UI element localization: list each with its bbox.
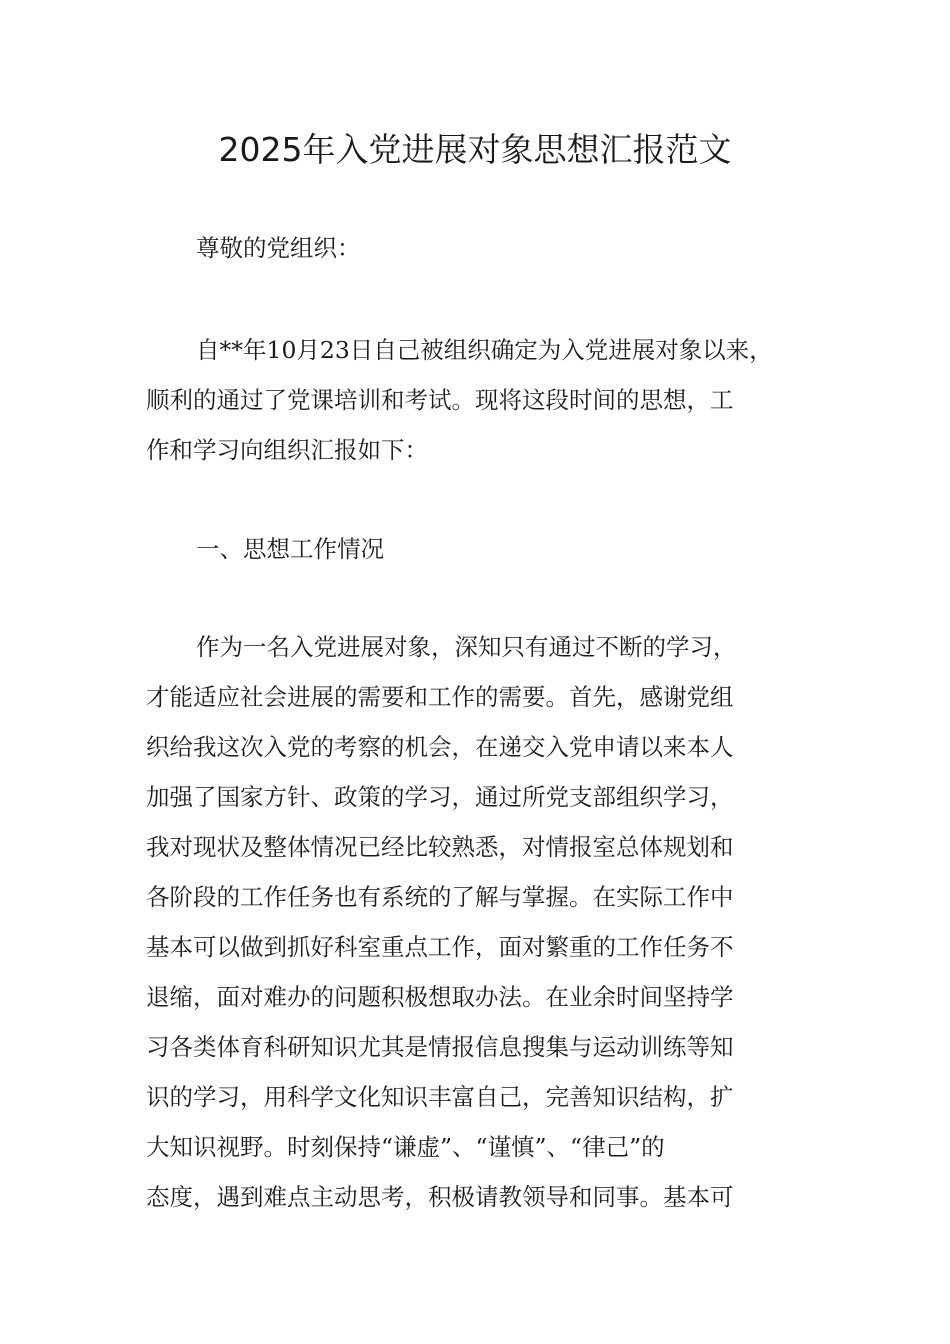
paragraph-line: 我对现状及整体情况已经比较熟悉，对情报室总体规划和 (146, 833, 734, 861)
paragraph-line: 大知识视野。时刻保持“谦虚”、“谨慎”、“律己”的 (146, 1133, 665, 1161)
paragraph-line: 才能适应社会进展的需要和工作的需要。首先，感谢党组 (146, 683, 734, 711)
paragraph-line: 顺利的通过了党课培训和考试。现将这段时间的思想，工 (146, 386, 734, 414)
paragraph-line: 识的学习，用科学文化知识丰富自己，完善知识结构，扩 (146, 1083, 734, 1111)
paragraph-line: 基本可以做到抓好科室重点工作，面对繁重的工作任务不 (146, 933, 734, 961)
section-heading: 一、思想工作情况 (196, 535, 384, 563)
paragraph-line: 各阶段的工作任务也有系统的了解与掌握。在实际工作中 (146, 883, 734, 911)
paragraph-line: 自**年10月23日自己被组织确定为入党进展对象以来， (196, 336, 773, 364)
document-title: 2025年入党进展对象思想汇报范文 (218, 130, 732, 169)
paragraph-line: 作和学习向组织汇报如下： (146, 436, 428, 464)
salutation: 尊敬的党组织： (196, 234, 361, 262)
paragraph-line: 作为一名入党进展对象，深知只有通过不断的学习， (196, 633, 737, 661)
paragraph-line: 加强了国家方针、政策的学习，通过所党支部组织学习， (146, 783, 734, 811)
paragraph-line: 织给我这次入党的考察的机会，在递交入党申请以来本人 (146, 733, 734, 761)
paragraph-line: 态度，遇到难点主动思考，积极请教领导和同事。基本可 (146, 1183, 734, 1211)
paragraph-line: 习各类体育科研知识尤其是情报信息搜集与运动训练等知 (146, 1033, 734, 1061)
paragraph-line: 退缩，面对难办的问题积极想取办法。在业余时间坚持学 (146, 983, 734, 1011)
